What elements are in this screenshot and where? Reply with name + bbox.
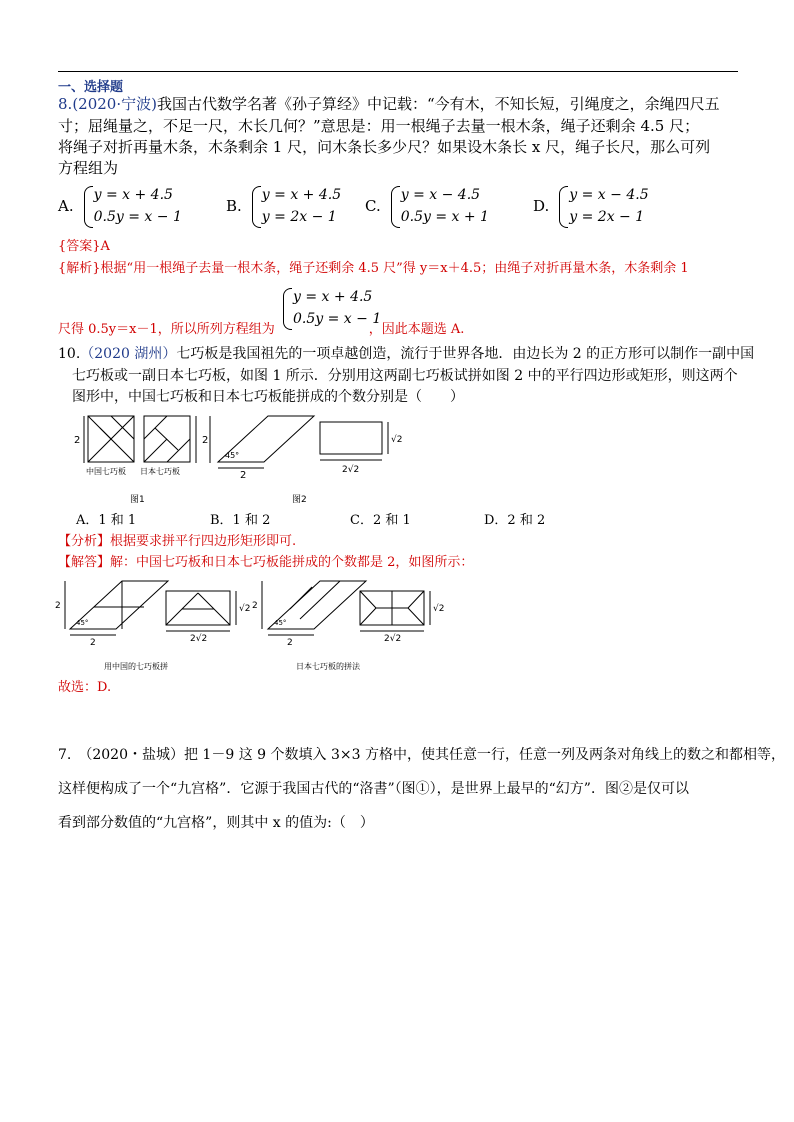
svg-text:2: 2	[55, 601, 61, 611]
q7-line3: 看到部分数值的“九宫格”，则其中 x 的值为:（ ）	[58, 815, 374, 831]
equation-system: y = x + 4.5 y = 2x − 1	[252, 184, 341, 228]
svg-text:日本七巧板的拼法: 日本七巧板的拼法	[296, 662, 360, 671]
svg-text:√2: √2	[433, 604, 445, 614]
svg-text:45°: 45°	[274, 619, 287, 627]
q8-line4: 方程组为	[58, 159, 119, 177]
svg-text:2√2: 2√2	[190, 634, 208, 644]
svg-text:中国七巧板: 中国七巧板	[86, 467, 126, 476]
q10-choose: 故选：D.	[58, 680, 112, 695]
equation-system: y = x − 4.5 y = 2x − 1	[559, 184, 648, 228]
q10-figure	[70, 408, 403, 508]
svg-text:√2: √2	[239, 604, 251, 614]
svg-text:45°: 45°	[225, 451, 240, 460]
svg-text:用中国的七巧板拼: 用中国的七巧板拼	[104, 662, 168, 671]
q8-line1: 8.(2020·宁波)我国古代数学名著《孙子算经》中记载：“今有木，不知长短，引绳度之，余绳四尺五	[58, 95, 720, 113]
q10-option-b[interactable]: B．1 和 2	[210, 513, 271, 528]
q7-line2: 这样便构成了一个“九宫格”．它源于我国古代的“洛書”（图①），是世界上最早的“幻方”．图②是仅可以	[58, 781, 689, 797]
svg-text:2: 2	[287, 638, 293, 648]
q10-option-c[interactable]: C．2 和 1	[350, 513, 411, 528]
svg-text:45°: 45°	[76, 619, 89, 627]
q8-analysis-system: y = x + 4.5 0.5y = x − 1	[283, 286, 381, 330]
q10-analysis: 【分析】根据要求拼平行四边形矩形即可.	[58, 534, 297, 549]
q8-line2: 寸；屈绳量之，不足一尺，木长几何？”意思是：用一根绳子去量一根木条，绳子还剩余 4.5 尺；	[58, 117, 700, 135]
q8-option-c[interactable]: C. y = x − 4.5 0.5y = x + 1	[365, 184, 489, 228]
svg-text:2: 2	[90, 638, 96, 648]
svg-text:2√2: 2√2	[384, 634, 402, 644]
q8-analysis-line1: {解析}根据“用一根绳子去量一根木条，绳子还剩余 4.5 尺”得 y＝x＋4.5；由绳子对折再量木条，木条剩余 1	[58, 261, 689, 276]
equation-system: y = x + 4.5 0.5y = x − 1	[84, 184, 182, 228]
q8-answer: {答案}A	[58, 239, 110, 254]
q8-line3: 将绳子对折再量木条，木条剩余 1 尺，问木条长多少尺？如果设木条长 x 尺，绳子长尺，那么可列	[58, 138, 711, 156]
svg-text:2√2: 2√2	[342, 465, 360, 475]
top-rule	[58, 71, 738, 72]
svg-text:图1: 图1	[130, 495, 145, 505]
q10-line1: 10.（2020 湖州）七巧板是我国祖先的一项卓越创造，流行于世界各地．由边长为 2 的正方形可以制作一副中国	[58, 346, 755, 362]
q8-number: 8.	[58, 95, 73, 113]
svg-text:√2: √2	[391, 435, 403, 445]
q10-option-a[interactable]: A．1 和 1	[76, 513, 137, 528]
q8-option-d[interactable]: D. y = x − 4.5 y = 2x − 1	[533, 184, 649, 228]
svg-text:图2: 图2	[292, 495, 307, 505]
q10-source: （2020 湖州）	[80, 346, 177, 362]
q8-option-a[interactable]: A. y = x + 4.5 0.5y = x − 1	[58, 184, 182, 228]
q10-option-d[interactable]: D．2 和 2	[484, 513, 546, 528]
equation-system: y = x − 4.5 0.5y = x + 1	[391, 184, 489, 228]
svg-text:日本七巧板: 日本七巧板	[140, 467, 180, 476]
section-title: 一、选择题	[58, 80, 124, 95]
q10-line3: 图形中，中国七巧板和日本七巧板能拼成的个数分别是（ ）	[72, 389, 464, 405]
svg-text:2: 2	[202, 435, 209, 446]
q10-solution: 【解答】解：中国七巧板和日本七巧板能拼成的个数都是 2，如图所示：	[58, 555, 474, 570]
svg-text:2: 2	[252, 601, 258, 611]
q8-analysis-line2: 尺得 0.5y＝x－1，所以所列方程组为 ，因此本题选 A.	[58, 322, 465, 337]
q8-option-b[interactable]: B. y = x + 4.5 y = 2x − 1	[226, 184, 341, 228]
svg-text:2: 2	[74, 435, 81, 446]
q8-source: (2020·宁波)	[72, 95, 157, 113]
q10-solution-figure	[50, 573, 470, 673]
svg-text:2: 2	[240, 470, 247, 481]
q7-line1: 7. （2020・盐城）把 1－9 这 9 个数填入 3×3 方格中，使其任意一行，任意一列及两条对角线上的数之和都相等，	[58, 747, 785, 763]
q10-line2: 七巧板或一副日本七巧板，如图 1 所示．分别用这两副七巧板试拼如图 2 中的平行四边形或矩形，则这两个	[72, 368, 738, 384]
